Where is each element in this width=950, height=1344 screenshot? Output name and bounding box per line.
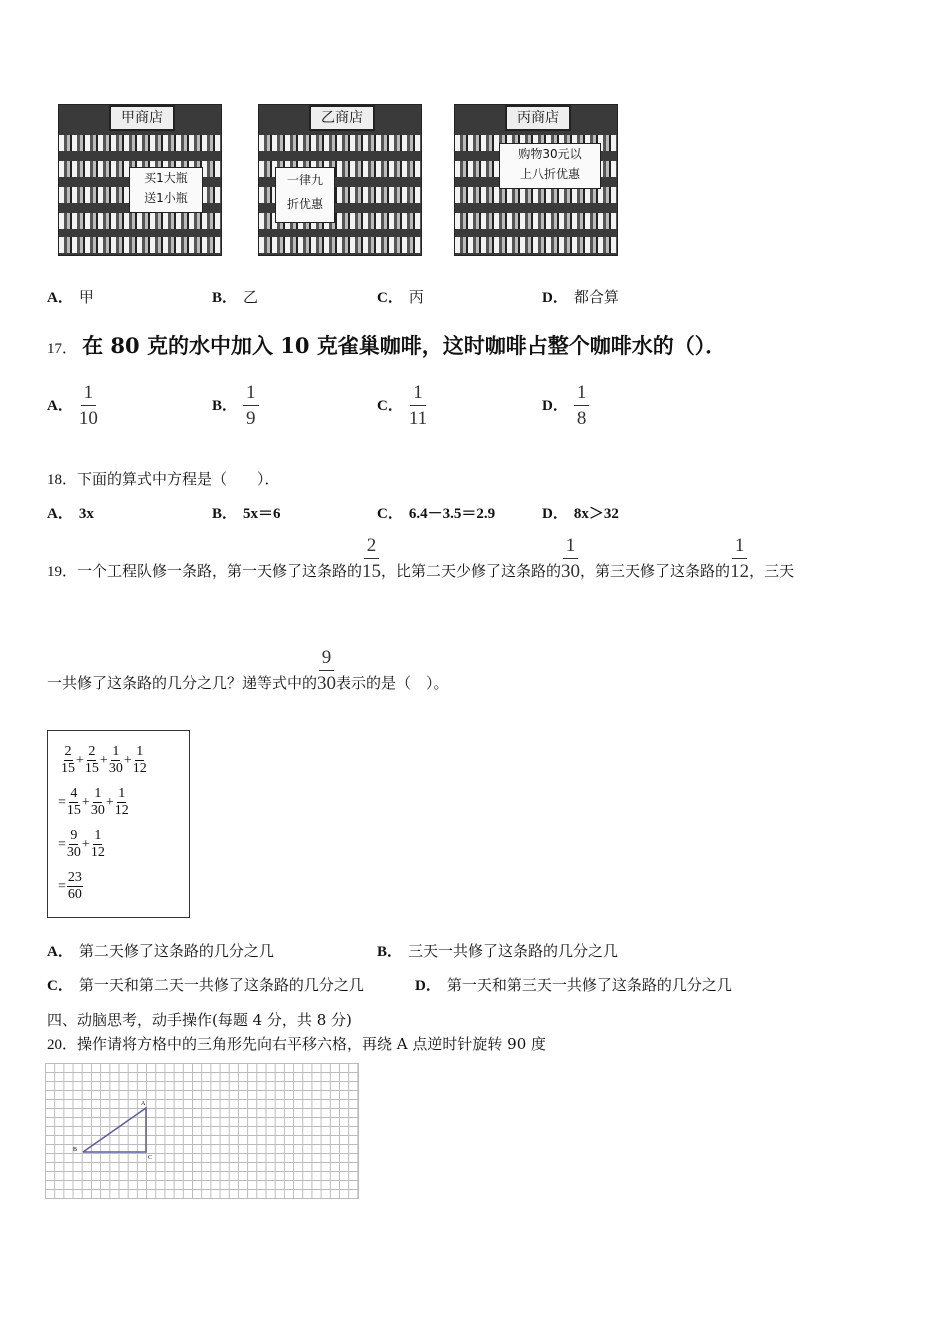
store-sign: 丙商店 [505, 105, 571, 131]
question-number: 18． [47, 472, 78, 488]
calculation-box [47, 730, 190, 918]
q19-question-line2 [47, 648, 449, 693]
q17-option-d[interactable]: D． $\frac{1}{8}$ [542, 383, 589, 428]
store-photo-yi [258, 104, 422, 256]
q19-option-b[interactable]: B． 三天一共修了这条路的几分之几 [377, 942, 619, 960]
calc-line-4: = $\frac{23}{60}$ [58, 870, 82, 902]
q18-option-a[interactable]: A． 3x [47, 506, 94, 522]
q17-option-a[interactable]: A． $\frac{1}{10}$ [47, 382, 98, 429]
fraction: $\frac{2}{15}$ [362, 535, 382, 582]
question-number: 17． [47, 341, 78, 357]
q19-option-d[interactable]: D． 第一天和第三天一共修了这条路的几分之几 [415, 976, 732, 994]
q16-option-c[interactable]: C． 丙 [377, 288, 424, 306]
question-text: 表示的是（ ）。 [336, 674, 449, 692]
q16-option-b[interactable]: B． 乙 [212, 288, 259, 306]
triangle-figure [45, 1063, 358, 1198]
fraction: $\frac{1}{12}$ [730, 535, 750, 582]
grid-paper[interactable] [45, 1063, 359, 1199]
question-text: 在 80 克的水中加入 10 克雀巢咖啡，这时咖啡占整个咖啡水的（）． [82, 333, 727, 358]
vertex-label-a: A [141, 1101, 146, 1107]
question-text: 一共修了这条路的几分之几？递等式中的 [47, 674, 318, 692]
triangle [83, 1108, 146, 1152]
q19-option-c[interactable]: C． 第一天和第二天一共修了这条路的几分之几 [47, 976, 364, 994]
q18-question [47, 468, 280, 489]
q16-option-a[interactable]: A． 甲 [47, 288, 94, 306]
store-photo-jia [58, 104, 222, 256]
store-card-line: 送1小瓶 [144, 191, 188, 205]
fraction: $\frac{9}{30}$ [317, 647, 337, 694]
section-title: 四、动脑思考，动手操作(每题 4 分，共 8 分) [47, 1011, 352, 1029]
question-text: 操作请将方格中的三角形先向右平移六格，再绕 A 点逆时针旋转 90 度 [77, 1035, 547, 1053]
q18-option-d[interactable]: D． 8x＞32 [542, 506, 619, 522]
question-number: 20． [47, 1037, 78, 1053]
q17-option-b[interactable]: B． $\frac{1}{9}$ [212, 383, 259, 428]
store-card-line: 买1大瓶 [144, 171, 188, 185]
q19-question-line1 [47, 536, 794, 581]
fraction: $\frac{1}{30}$ [561, 535, 581, 582]
question-text: ，三天 [749, 562, 795, 580]
calc-line-2: = $\frac{4}{15}$ + $\frac{1}{30}$ + $\frac{1}{12}$ [58, 786, 129, 818]
question-text: ，比第二天少修了这条路的 [381, 562, 562, 580]
calc-line-1: 2 15 + $\frac{2}{15}$ + $\frac{1}{30}$ + $\frac{1}{12}$ [61, 744, 147, 776]
q20-question [47, 1033, 546, 1054]
q17-question [47, 330, 726, 360]
store-card-line: 一律九 [286, 173, 323, 187]
store-sign: 乙商店 [309, 105, 375, 131]
store-photo-bing [454, 104, 618, 256]
calc-line-3: = $\frac{9}{30}$ + $\frac{1}{12}$ [58, 828, 105, 860]
question-text: 下面的算式中方程是（ ）． [77, 470, 280, 488]
question-text: ，第三天修了这条路的 [580, 562, 731, 580]
store-card-line: 购物30元以 [518, 147, 582, 161]
q18-option-c[interactable]: C． 6.4－3.5＝2.9 [377, 506, 496, 522]
question-text: 一个工程队修一条路，第一天修了这条路的 [77, 562, 363, 580]
q19-option-a[interactable]: A． 第二天修了这条路的几分之几 [47, 942, 274, 960]
store-card-line: 上八折优惠 [519, 167, 580, 181]
q16-option-d[interactable]: D． 都合算 [542, 288, 619, 306]
store-sign: 甲商店 [109, 105, 175, 131]
q17-option-c[interactable]: C． $\frac{1}{11}$ [377, 382, 428, 429]
vertex-label-c: C [148, 1155, 153, 1161]
store-card-line: 折优惠 [286, 197, 323, 211]
q18-option-b[interactable]: B． 5x＝6 [212, 506, 281, 522]
question-number: 19． [47, 564, 78, 580]
vertex-label-b: B [73, 1147, 78, 1153]
